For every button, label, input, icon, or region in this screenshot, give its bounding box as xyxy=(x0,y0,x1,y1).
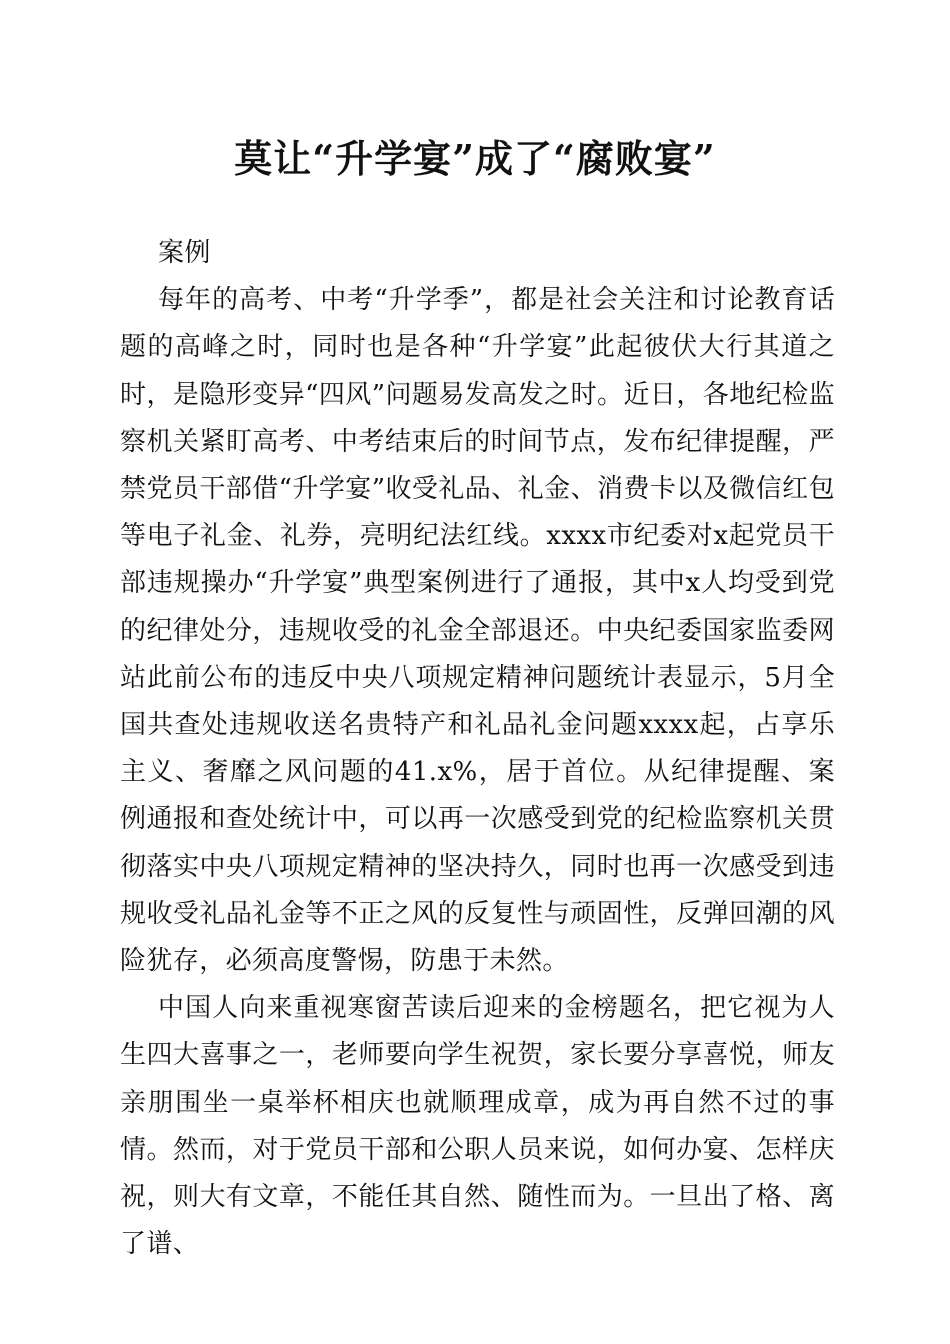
paragraph-1: 每年的高考、中考“升学季”，都是社会关注和讨论教育话题的高峰之时，同时也是各种“升学宴”此起彼伏大行其道之时，是隐形变异“四风”问题易发高发之时。近日，各地纪检监察机关紧盯高考、中考结束后的时间节点，发布纪律提醒，严禁党员干部借“升学宴”收受礼品、礼金、消费卡以及微信红包等电子礼金、礼券，亮明纪法红线。xxxx市纪委对x起党员干部违规操办“升学宴”典型案例进行了通报，其中x人均受到党的纪律处分，违规收受的礼金全部退还。中央纪委国家监委网站此前公布的违反中央八项规定精神问题统计表显示，5月全国共查处违规收送名贵特产和礼品礼金问题xxxx起，占享乐主义、奢靡之风问题的41.x%，居于首位。从纪律提醒、案例通报和查处统计中，可以再一次感受到党的纪检监察机关贯彻落实中央八项规定精神的坚决持久，同时也再一次感受到违规收受礼品礼金等不正之风的反复性与顽固性，反弹回潮的风险犹存，必须高度警惕，防患于未然。 xyxy=(120,285,835,977)
paragraph-2: 中国人向来重视寒窗苦读后迎来的金榜题名，把它视为人生四大喜事之一，老师要向学生祝贺，家长要分享喜悦，师友亲朋围坐一桌举杯相庆也就顺理成章，成为再自然不过的事情。然而，对于党员干部和公职人员来说，如何办宴、怎样庆祝，则大有文章，不能任其自然、随性而为。一旦出了格、离了谱、 xyxy=(120,993,835,1260)
document-body xyxy=(120,230,835,1268)
document-title: 莫让“升学宴”成了“腐败宴” xyxy=(234,136,716,181)
section-label: 案例 xyxy=(158,238,211,268)
